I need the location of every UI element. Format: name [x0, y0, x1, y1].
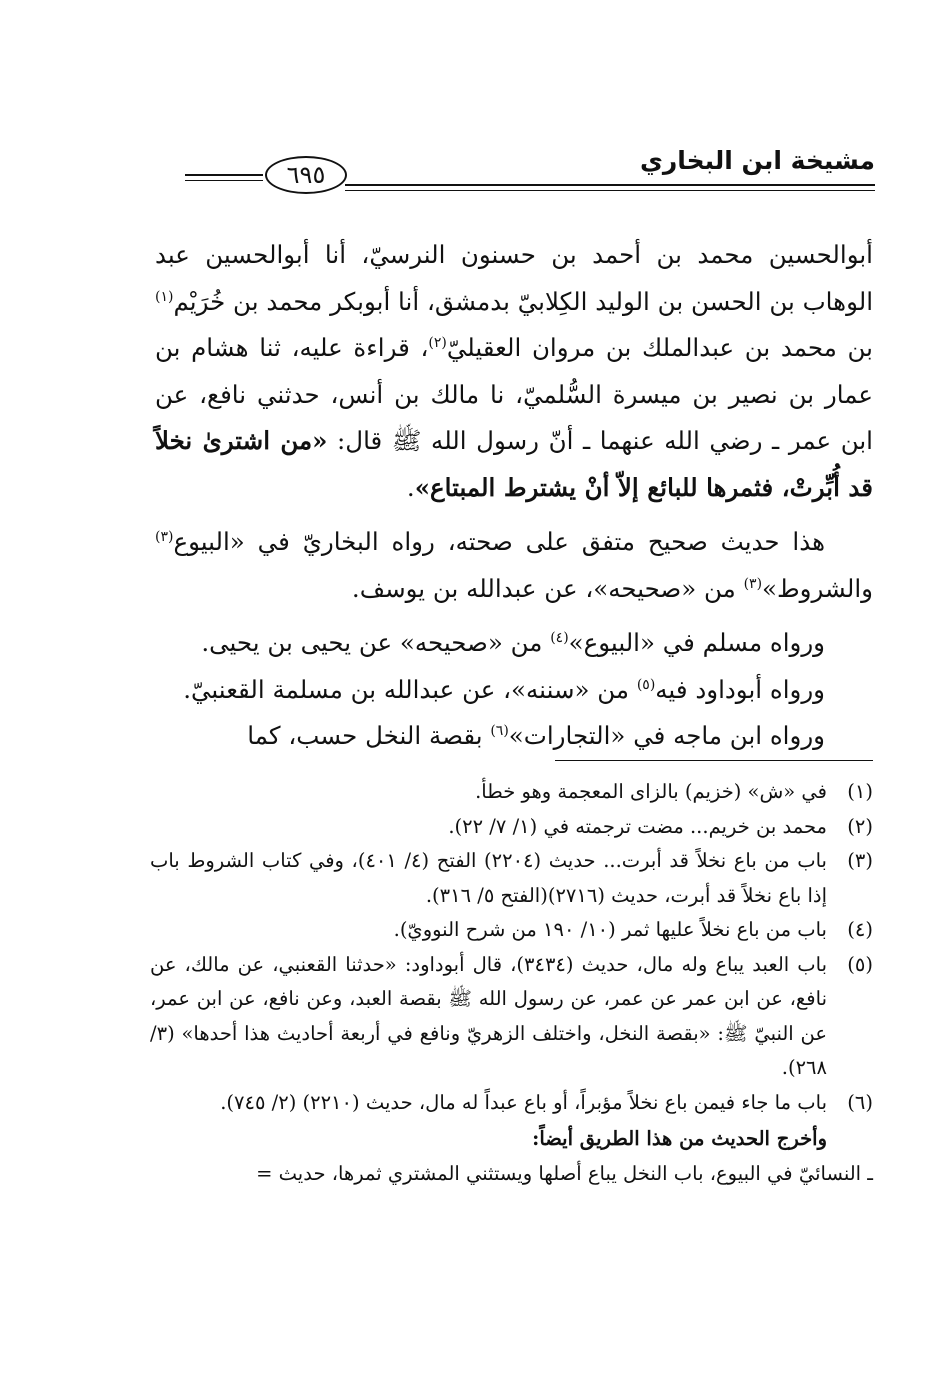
abudawud-text: ورواه أبوداود فيه [655, 674, 825, 704]
footnote-text: باب من باع نخلاً عليها ثمر (١٠/ ١٩٠ من شرح النوويّ). [393, 918, 827, 941]
footnote-separator [555, 760, 873, 761]
isnad-text: أبوالحسين محمد بن أحمد بن حسنون النرسيّ، أنا أبوالحسين عبد الوهاب بن الحسن بن الوليد الكِلابيّ بدمشق، أنا أبوبكر محمد بن خُرَيْم [155, 240, 873, 316]
extra-line: ـ النسائيّ في البيوع، باب النخل يباع أصلها ويستثني المشتري ثمرها، حديث = [256, 1161, 873, 1185]
footnote [150, 844, 873, 913]
footnote-ref-2: (٢) [428, 334, 447, 351]
header-rule-right-top [345, 184, 875, 186]
book-title: مشيخة ابن البخاري [639, 146, 875, 175]
footnote-ref-3b: (٣) [743, 575, 763, 592]
footnote-number: (٤) [847, 918, 873, 941]
main-text [155, 232, 873, 760]
paragraph-isnad [155, 232, 873, 511]
header-rule-left-top [185, 174, 263, 176]
footnote-number: (٦) [847, 1090, 873, 1114]
footnote-text: باب العبد يباع وله مال، حديث (٣٤٣٤)، قال أبوداود: «حدثنا القعنبي، عن مالك، عن نافع، عن ابن عمر عن عمر، عن رسول الله ﷺ بقصة العبد، وعن نافع، عن ابن عمر، عن النبيّ ﷺ: «بقصة النخل، واختلف الزهريّ ونافع في أربعة أحاديث هذا أحدها» (٣/ ٢٦٨). [150, 952, 827, 1079]
footnotes [150, 775, 873, 1191]
header-rule-right-bottom [345, 190, 875, 191]
page-header [185, 140, 875, 200]
footnote-number: (٢) [847, 814, 873, 838]
footnote-ref-6: (٦) [490, 722, 509, 739]
extra-heading: وأخرج الحديث من هذا الطريق أيضاً: [532, 1127, 827, 1150]
footnote-ref-5: (٥) [636, 676, 656, 693]
footnote-ref-4: (٤) [550, 629, 569, 646]
footnote-text: باب ما جاء فيمن باع نخلاً مؤبراً، أو باع عبداً له مال، حديث (٢٢١٠) (٢/ ٧٤٥). [220, 1090, 827, 1114]
footnote-number: (٥) [847, 952, 873, 976]
page-number: ٦٩٥ [265, 156, 347, 194]
abudawud-text-b: من «سننه»، عن عبدالله بن مسلمة القعنبيّ. [183, 674, 637, 704]
header-rule-left-bottom [185, 180, 263, 181]
footnote-text: باب من باع نخلاً قد أبرت... حديث (٢٢٠٤) الفتح (٤/ ٤٠١)، وفي كتاب الشروط باب إذا باع نخلاً قد أبرت، حديث (٢٧١٦)(الفتح ٥/ ٣١٦). [150, 849, 827, 907]
bukhari-text-b: والشروط» [762, 573, 873, 603]
bukhari-text: هذا حديث صحيح متفق على صحته، رواه البخاريّ في «البيوع [173, 527, 825, 556]
footnote [150, 810, 873, 845]
footnote [150, 1086, 873, 1121]
isnad-text-c: ، قراءة عليه، ثنا هشام بن عمار بن نصير بن ميسرة السُّلميّ، نا مالك بن أنس، حدثني نافع، عن ابن عمر ـ رضي الله عنهما ـ أنّ رسول الله ﷺ قال: [155, 333, 873, 455]
hadith-quote: «من اشترىٰ نخلاً قد أُبِّرتْ، فثمرها للبائع إلاّ أنْ يشترط المبتاع» [155, 426, 873, 502]
bukhari-text-c: من «صحيحه»، عن عبدالله بن يوسف. [351, 573, 744, 603]
isnad-text-b: بن محمد بن عبدالملك بن مروان العقيليّ [446, 333, 874, 362]
footnote-text: في «ش» (خزيم) بالزاى المعجمة وهو خطأ. [475, 780, 827, 803]
footnote [150, 775, 873, 810]
ibnmajah-text: ورواه ابن ماجه في «التجارات» [508, 721, 825, 750]
muslim-text-b: من «صحيحه» عن يحيى بن يحيى. [201, 628, 551, 657]
paragraph-ibnmajah [155, 713, 873, 760]
ibnmajah-text-b: بقصة النخل حسب، كما [247, 721, 491, 750]
footnote [150, 948, 873, 1086]
paragraph-muslim [155, 620, 873, 667]
paragraph-abudawud [155, 667, 873, 714]
footnote-text: محمد بن خريم... مضت ترجمته في (١/ ٧/ ٢٢). [448, 814, 827, 838]
isnad-end: . [406, 472, 415, 502]
footnote-number: (٣) [847, 849, 873, 872]
footnote-ref-1: (١) [155, 288, 174, 305]
footnote-ref-3: (٣) [155, 528, 174, 545]
paragraph-bukhari [155, 519, 873, 612]
muslim-text: ورواه مسلم في «البيوع» [568, 628, 825, 657]
footnote [150, 913, 873, 948]
footnote-number: (١) [847, 780, 873, 803]
